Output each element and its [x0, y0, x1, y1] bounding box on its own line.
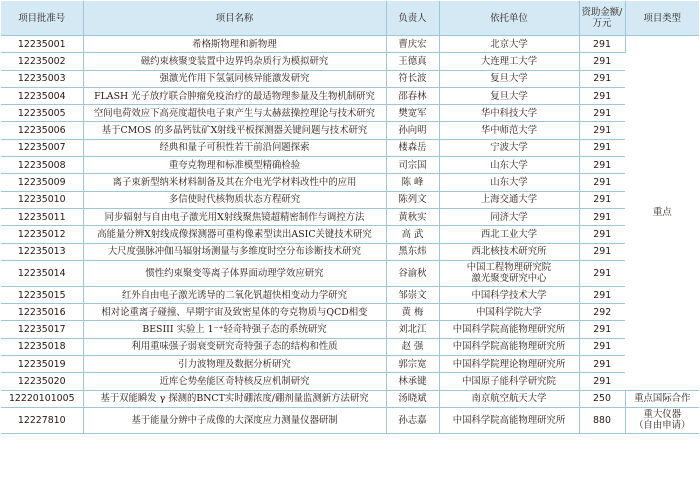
cell-id: 12235018: [1, 338, 83, 355]
cell-id: 12235010: [1, 191, 83, 208]
cell-funding: 291: [579, 105, 625, 122]
cell-funding: 291: [579, 321, 625, 338]
cell-name: 高能量分辨X射线成像探测器可重构像素型读出ASIC关键技术研究: [83, 226, 386, 243]
cell-id: 12235007: [1, 139, 83, 156]
cell-id: 12235006: [1, 122, 83, 139]
cell-leader: 林承键: [386, 373, 439, 390]
cell-leader: 郭宗宽: [386, 356, 439, 373]
cell-leader: 符长波: [386, 70, 439, 87]
cell-unit: 同济大学: [439, 208, 579, 225]
cell-id: 12235008: [1, 157, 83, 174]
cell-id: 12235017: [1, 321, 83, 338]
project-table: [1, 1, 699, 434]
table-row: [1, 191, 699, 208]
cell-unit: 宁波大学: [439, 139, 579, 156]
cell-name: 离子束新型纳米材料制备及其在介电光学材料改性中的应用: [83, 174, 386, 191]
header-id: 项目批准号: [1, 1, 83, 36]
table-row: [1, 321, 699, 338]
cell-unit: 中国原子能科学研究院: [439, 373, 579, 390]
cell-unit: 中国科学院理论物理研究所: [439, 356, 579, 373]
cell-type: 重点: [625, 36, 699, 391]
cell-funding: 291: [579, 260, 625, 286]
cell-funding: 291: [579, 87, 625, 104]
cell-name: 基于能量分辨中子成像的大深度应力测量仪器研制: [83, 407, 386, 433]
cell-id: 12220101005: [1, 390, 83, 407]
cell-name: 惯性约束聚变等离子体界面动理学效应研究: [83, 260, 386, 286]
header-name: 项目名称: [83, 1, 386, 36]
cell-leader: 邹崇文: [386, 286, 439, 303]
cell-funding: 291: [579, 53, 625, 70]
cell-id: 12235001: [1, 36, 83, 53]
cell-unit: 中国科学院高能物理研究所: [439, 321, 579, 338]
table-row: [1, 356, 699, 373]
cell-leader: 陈列文: [386, 191, 439, 208]
cell-unit: 华中师范大学: [439, 122, 579, 139]
cell-name: 利用重味强子弱衰变研究奇特强子态的结构和性质: [83, 338, 386, 355]
cell-name: 引力波物理及数据分析研究: [83, 356, 386, 373]
cell-leader: 黄 梅: [386, 304, 439, 321]
cell-name: 大尺度强脉冲伽马辐射场测量与多维度时空分布诊断技术研究: [83, 243, 386, 260]
cell-leader: 王德真: [386, 53, 439, 70]
cell-funding: 291: [579, 139, 625, 156]
cell-name: 近库仑势垒能区奇特核反应机制研究: [83, 373, 386, 390]
cell-leader: 陈 峰: [386, 174, 439, 191]
table-row: [1, 407, 699, 433]
cell-unit: 中国工程物理研究院 激光聚变研究中心: [439, 260, 579, 286]
table-row: [1, 390, 699, 407]
cell-funding: 880: [579, 407, 625, 433]
table-header: [1, 1, 699, 36]
cell-type: 重点国际合作: [625, 390, 699, 407]
cell-funding: 291: [579, 286, 625, 303]
cell-unit: 南京航空航天大学: [439, 390, 579, 407]
cell-leader: 樊宽军: [386, 105, 439, 122]
cell-id: 12235015: [1, 286, 83, 303]
table-body: [1, 36, 699, 434]
table-row: [1, 70, 699, 87]
cell-name: 基于CMOS 的多晶钙钛矿X射线平板探测器关键问题与技术研究: [83, 122, 386, 139]
cell-funding: 291: [579, 373, 625, 390]
table-row: [1, 157, 699, 174]
cell-funding: 291: [579, 191, 625, 208]
cell-unit: 山东大学: [439, 174, 579, 191]
cell-name: 相对论重离子碰撞、早期宇宙及致密星体的夸克物质与QCD相变: [83, 304, 386, 321]
cell-funding: 291: [579, 36, 625, 53]
cell-leader: 高 武: [386, 226, 439, 243]
cell-funding: 291: [579, 70, 625, 87]
cell-name: 强激光作用下氢氩同核异能激发研究: [83, 70, 386, 87]
cell-leader: 黑东炜: [386, 243, 439, 260]
table-row: [1, 105, 699, 122]
cell-unit: 中国科学技术大学: [439, 286, 579, 303]
table-row: [1, 338, 699, 355]
header-unit: 依托单位: [439, 1, 579, 36]
cell-funding: 291: [579, 356, 625, 373]
cell-funding: 291: [579, 157, 625, 174]
cell-id: 12235014: [1, 260, 83, 286]
table-row: [1, 286, 699, 303]
cell-funding: 291: [579, 174, 625, 191]
cell-id: 12227810: [1, 407, 83, 433]
table-row: [1, 122, 699, 139]
cell-funding: 291: [579, 243, 625, 260]
header-leader: 负责人: [386, 1, 439, 36]
cell-id: 12235012: [1, 226, 83, 243]
cell-unit: 北京大学: [439, 36, 579, 53]
cell-unit: 西北核技术研究所: [439, 243, 579, 260]
cell-name: 红外自由电子激光诱导的二氧化钒超快相变动力学研究: [83, 286, 386, 303]
cell-name: 希格斯物理和新物理: [83, 36, 386, 53]
cell-unit: 西北工业大学: [439, 226, 579, 243]
table-row: [1, 373, 699, 390]
cell-leader: 司宗国: [386, 157, 439, 174]
table-row: [1, 53, 699, 70]
cell-name: 磁约束核聚变装置中边界钨杂质行为模拟研究: [83, 53, 386, 70]
cell-type: 重大仪器 （自由申请）: [625, 407, 699, 433]
cell-unit: 大连理工大学: [439, 53, 579, 70]
cell-funding: 291: [579, 208, 625, 225]
cell-funding: 291: [579, 226, 625, 243]
header-type: 项目类型: [625, 1, 699, 36]
cell-unit: 中国科学院高能物理研究所: [439, 338, 579, 355]
cell-leader: 孙志嘉: [386, 407, 439, 433]
cell-name: 空间电荷效应下高亮度超快电子束产生与太赫兹操控理论与技术研究: [83, 105, 386, 122]
table-row: [1, 226, 699, 243]
cell-unit: 中国科学院大学: [439, 304, 579, 321]
cell-leader: 楼森岳: [386, 139, 439, 156]
table-row: [1, 208, 699, 225]
cell-leader: 谷渝秋: [386, 260, 439, 286]
cell-name: 经典和量子可积性若干前沿问题探索: [83, 139, 386, 156]
cell-unit: 山东大学: [439, 157, 579, 174]
cell-id: 12235013: [1, 243, 83, 260]
table-row: [1, 87, 699, 104]
cell-id: 12235009: [1, 174, 83, 191]
cell-id: 12235016: [1, 304, 83, 321]
cell-name: 重夸克物理和标准模型精确检验: [83, 157, 386, 174]
header-funding: 资助金额/万元: [579, 1, 625, 36]
cell-id: 12235003: [1, 70, 83, 87]
cell-leader: 汤晓斌: [386, 390, 439, 407]
cell-id: 12235011: [1, 208, 83, 225]
cell-funding: 250: [579, 390, 625, 407]
cell-name: FLASH 光子放疗联合肿瘤免疫治疗的最适物理参量及生物机制研究: [83, 87, 386, 104]
cell-unit: 复旦大学: [439, 70, 579, 87]
cell-leader: 刘北江: [386, 321, 439, 338]
table-row: [1, 243, 699, 260]
cell-leader: 黄秋实: [386, 208, 439, 225]
cell-name: 多信使时代核物质状态方程研究: [83, 191, 386, 208]
table-row: [1, 174, 699, 191]
cell-funding: 291: [579, 338, 625, 355]
cell-name: 基于双能瞬发 γ 探测的BNCT实时硼浓度/硼剂量监测新方法研究: [83, 390, 386, 407]
cell-leader: 赵 强: [386, 338, 439, 355]
cell-name: 同步辐射与自由电子激光用X射线聚焦镜超精密制作与调控方法: [83, 208, 386, 225]
table-row: [1, 139, 699, 156]
cell-unit: 中国科学院高能物理研究所: [439, 407, 579, 433]
cell-funding: 292: [579, 304, 625, 321]
table-row: [1, 304, 699, 321]
cell-unit: 复旦大学: [439, 87, 579, 104]
cell-leader: 邵春林: [386, 87, 439, 104]
cell-leader: 孙向明: [386, 122, 439, 139]
cell-id: 12235002: [1, 53, 83, 70]
cell-unit: 上海交通大学: [439, 191, 579, 208]
cell-id: 12235004: [1, 87, 83, 104]
cell-unit: 华中科技大学: [439, 105, 579, 122]
cell-name: BESIII 实验上 1⁻⁺轻奇特强子态的系统研究: [83, 321, 386, 338]
table-row: [1, 260, 699, 286]
cell-id: 12235020: [1, 373, 83, 390]
cell-leader: 曹庆宏: [386, 36, 439, 53]
table-row: [1, 36, 699, 53]
cell-funding: 291: [579, 122, 625, 139]
cell-id: 12235005: [1, 105, 83, 122]
cell-id: 12235019: [1, 356, 83, 373]
